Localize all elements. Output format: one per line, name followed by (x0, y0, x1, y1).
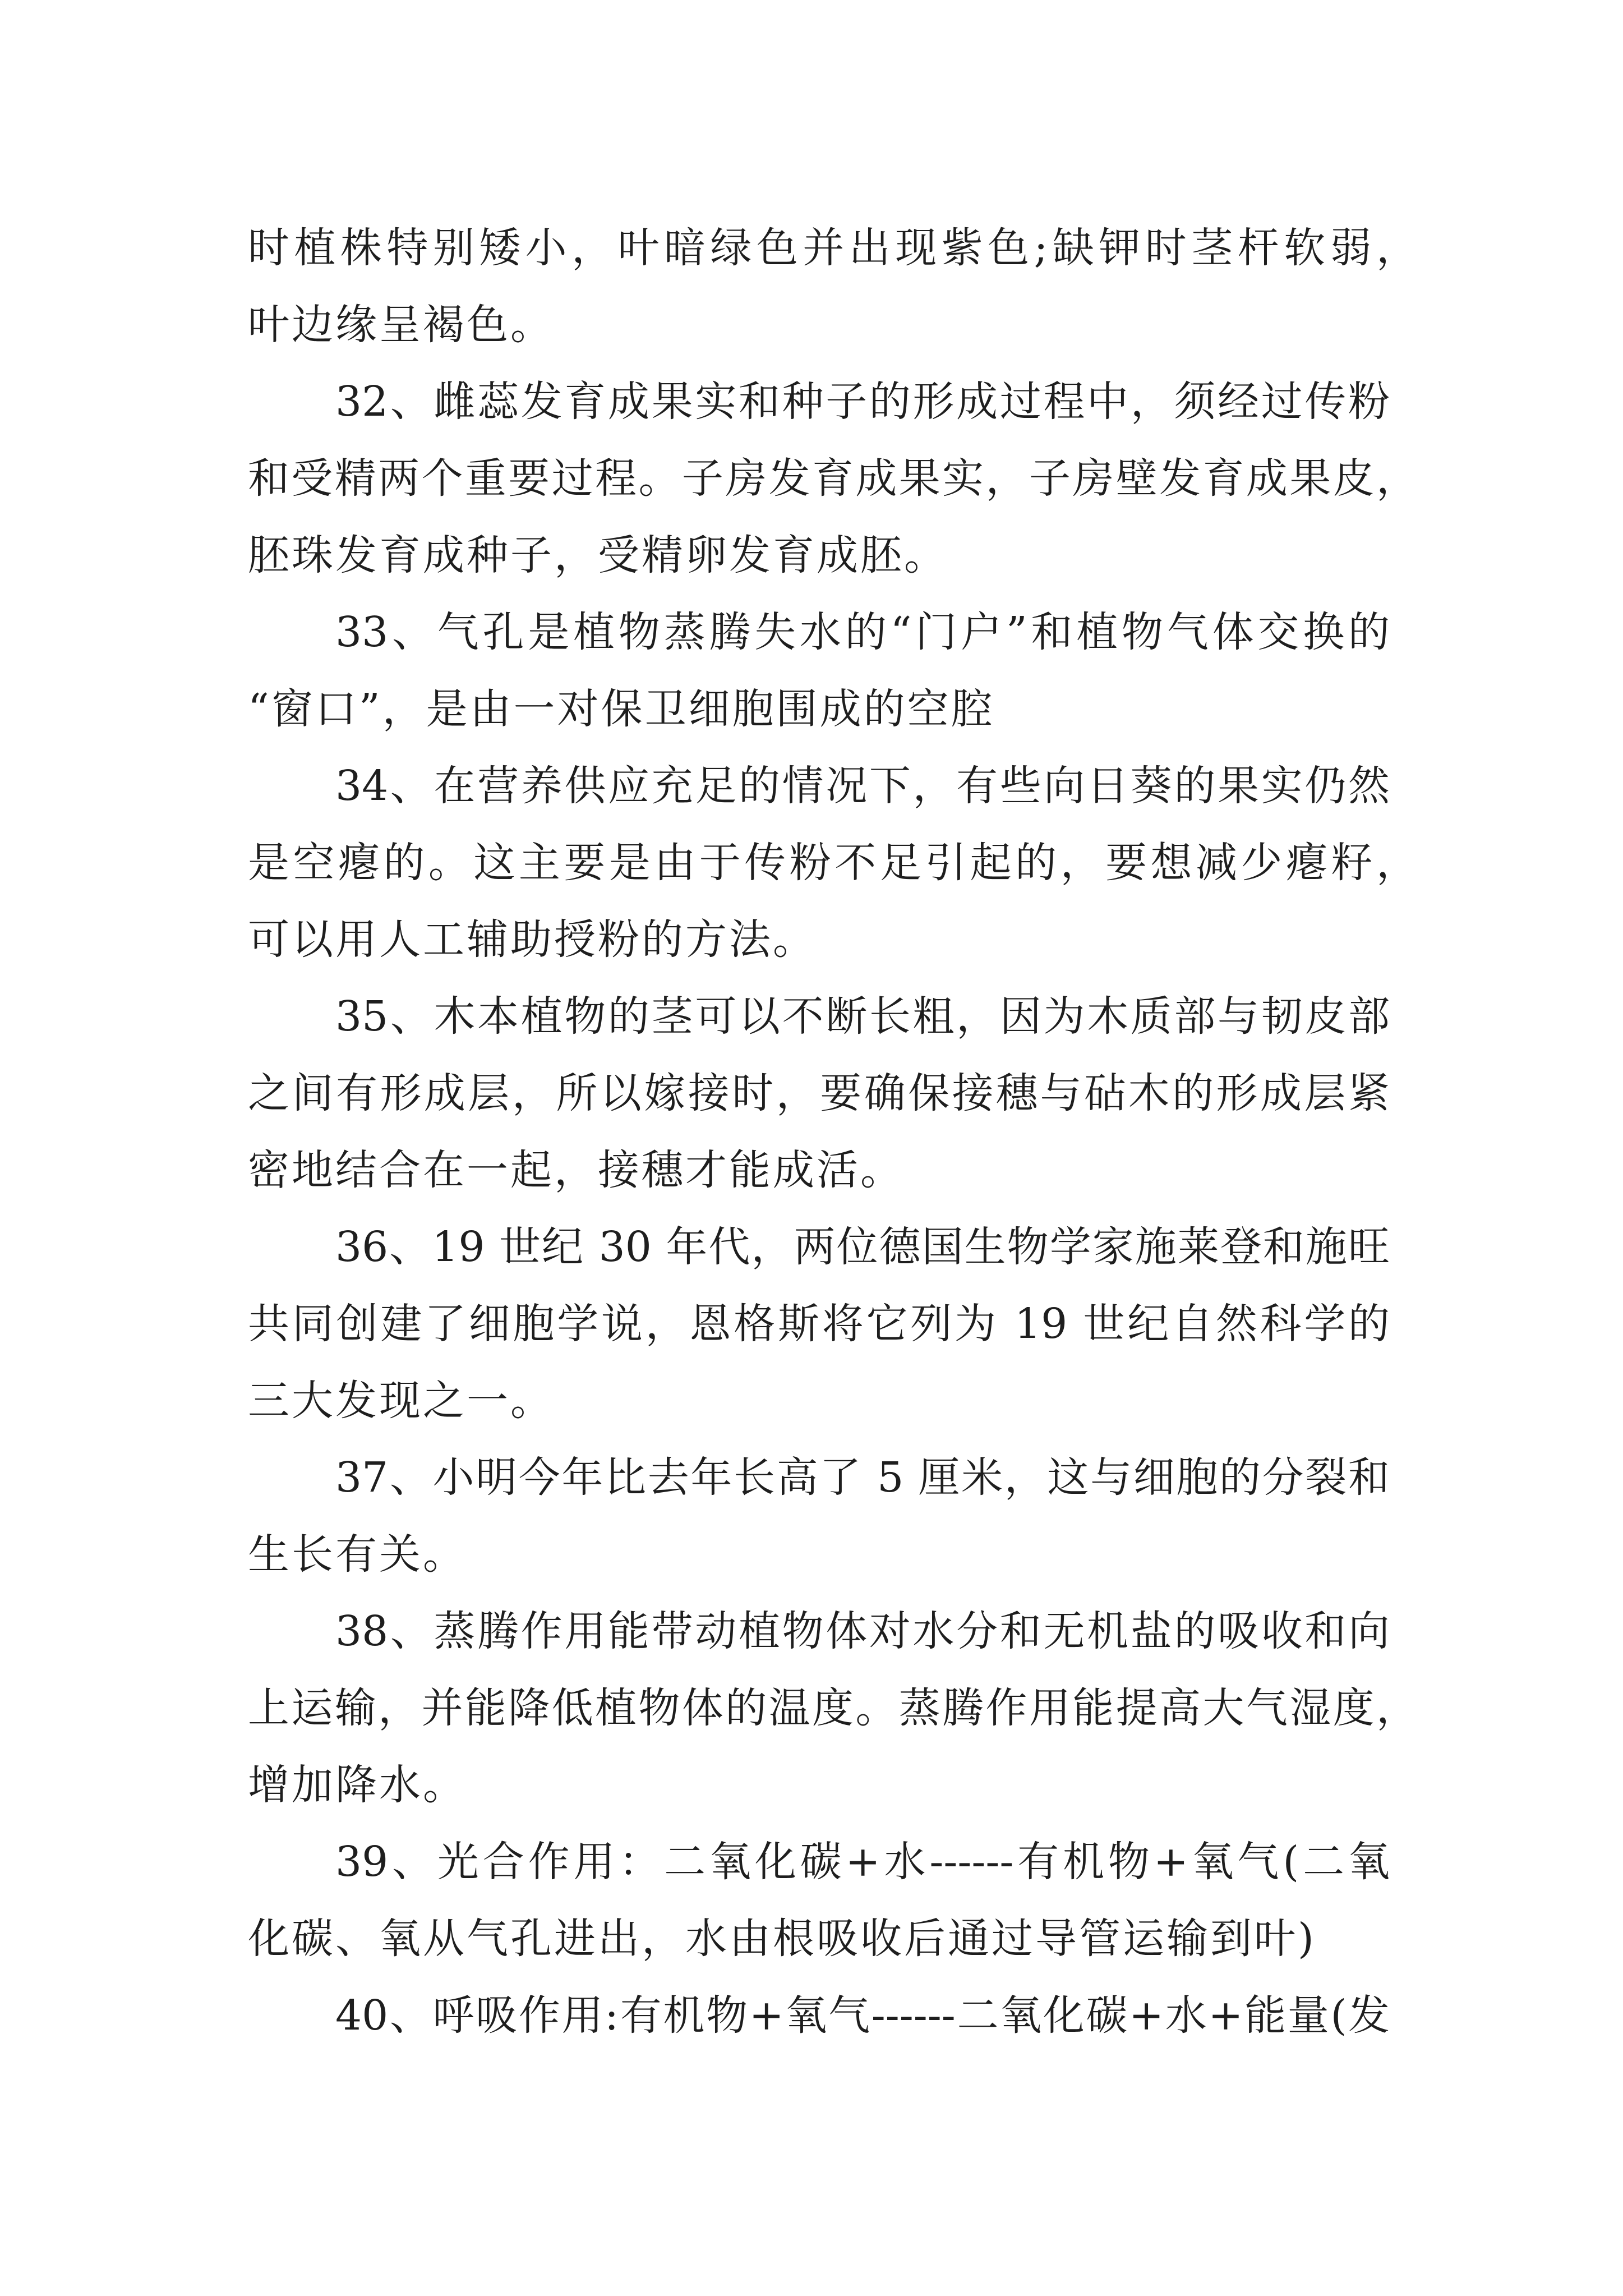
paragraph-31-continued (248, 210, 1418, 364)
text-line: 32、雌蕊发育成果实和种子的形成过程中，须经过传粉 (335, 378, 1390, 426)
text-line: 33、气孔是植物蒸腾失水的“门户”和植物气体交换的 (335, 608, 1390, 656)
text-line: 三大发现之一。 (248, 1377, 554, 1425)
text-line: 37、小明今年比去年长高了 5 厘米，这与细胞的分裂和 (335, 1453, 1390, 1502)
text-line: 上运输，并能降低植物体的温度。蒸腾作用能提高大气湿度， (248, 1684, 1418, 1732)
paragraph-40 (248, 1977, 1390, 2054)
paragraph-36 (248, 1209, 1390, 1439)
text-line: 34、在营养供应充足的情况下，有些向日葵的果实仍然 (335, 762, 1390, 810)
text-line: 生长有关。 (248, 1530, 467, 1579)
text-line: 和受精两个重要过程。子房发育成果实，子房壁发育成果皮， (248, 454, 1418, 503)
text-line: 胚珠发育成种子，受精卵发育成胚。 (248, 531, 948, 579)
text-line: “窗口”，是由一对保卫细胞围成的空腔 (248, 685, 995, 733)
text-line: 密地结合在一起，接穗才能成活。 (248, 1146, 904, 1194)
text-line: 39、光合作用：二氧化碳+水------有机物+氧气(二氧 (335, 1838, 1390, 1886)
text-line: 增加降水。 (248, 1761, 467, 1809)
text-line: 之间有形成层，所以嫁接时，要确保接穗与砧木的形成层紧 (248, 1069, 1390, 1117)
text-line: 时植株特别矮小，叶暗绿色并出现紫色;缺钾时茎杆软弱， (248, 224, 1418, 272)
document-body (248, 210, 1418, 2054)
text-line: 38、蒸腾作用能带动植物体对水分和无机盐的吸收和向 (335, 1607, 1390, 1655)
paragraph-38 (248, 1593, 1418, 1824)
paragraph-33 (248, 594, 1390, 748)
text-line: 40、呼吸作用:有机物+氧气------二氧化碳+水+能量(发 (335, 1991, 1390, 2040)
paragraph-35 (248, 978, 1390, 1209)
text-line: 是空瘪的。这主要是由于传粉不足引起的，要想减少瘪籽， (248, 839, 1418, 887)
paragraph-37 (248, 1439, 1390, 1593)
paragraph-34 (248, 748, 1418, 978)
text-line: 化碳、氧从气孔进出，水由根吸收后通过导管运输到叶) (248, 1915, 1316, 1963)
text-line: 共同创建了细胞学说，恩格斯将它列为 19 世纪自然科学的 (248, 1300, 1390, 1348)
text-line: 叶边缘呈褐色。 (248, 301, 554, 349)
text-line: 36、19 世纪 30 年代，两位德国生物学家施莱登和施旺 (335, 1223, 1390, 1271)
text-line: 可以用人工辅助授粉的方法。 (248, 915, 817, 964)
paragraph-39 (248, 1824, 1390, 1977)
paragraph-32 (248, 364, 1418, 594)
text-line: 35、木本植物的茎可以不断长粗，因为木质部与韧皮部 (335, 992, 1390, 1041)
